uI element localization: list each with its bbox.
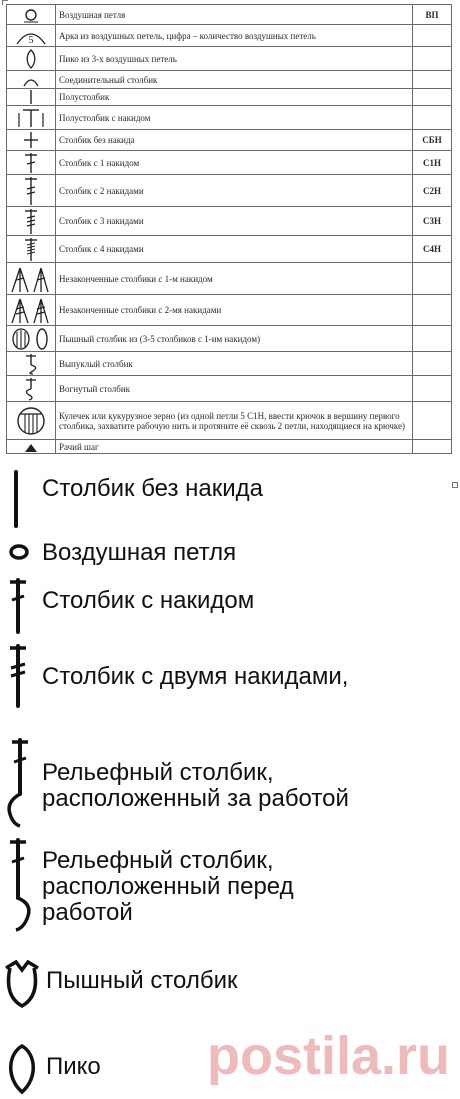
popcorn-icon xyxy=(7,402,56,440)
table-row xyxy=(7,376,452,402)
row-text: Полустолбик xyxy=(56,89,413,106)
row-abbr xyxy=(413,352,452,376)
table-row xyxy=(7,71,452,89)
back-post-icon xyxy=(7,376,56,402)
row-abbr: С4Н xyxy=(413,236,452,263)
legend-item xyxy=(0,960,460,1010)
row-abbr xyxy=(413,25,452,47)
row-abbr xyxy=(413,47,452,71)
row-text: Столбик с 4 накидами xyxy=(56,236,413,263)
row-text: Арка из воздушных петель, цифра – количество воздушных петель xyxy=(56,25,413,47)
row-abbr: С3Н xyxy=(413,207,452,236)
slip-stitch-icon xyxy=(7,71,56,89)
row-abbr xyxy=(413,376,452,402)
double-crochet-icon xyxy=(6,578,30,634)
row-text: Столбик с 2 накидами xyxy=(56,175,413,207)
legend-item xyxy=(0,540,460,568)
picot-icon xyxy=(7,47,56,71)
triple-treble-icon xyxy=(7,236,56,263)
legend-label: Столбик без накида xyxy=(42,475,264,502)
table-row xyxy=(7,236,452,263)
unfinished-tr-icon xyxy=(7,295,56,326)
row-text: Выпуклый столбик xyxy=(56,352,413,376)
row-text: Воздушная петля xyxy=(56,5,413,25)
legend-item xyxy=(0,470,460,530)
picot-icon xyxy=(2,1040,42,1096)
row-text: Полустолбик с накидом xyxy=(56,106,413,130)
row-abbr xyxy=(413,440,452,454)
legend-label: Рельефный столбик, расположенный перед работой xyxy=(42,847,294,926)
table-row xyxy=(7,106,452,130)
row-text: Кулечек или кукурузное зерно (из одной петли 5 С1Н, ввести крючок в вершину первого столбика, захватите рабочую нить и протяните её сквозь 2 петли, находящиеся на крючке) xyxy=(56,402,413,440)
crab-stitch-icon xyxy=(7,440,56,454)
row-text: Вогнутый столбик xyxy=(56,376,413,402)
arch-icon xyxy=(7,25,56,47)
legend-item xyxy=(0,738,460,830)
puff-stitch-icon xyxy=(7,326,56,352)
puff-stitch-icon xyxy=(2,960,42,1010)
single-crochet-bar-icon xyxy=(10,470,22,528)
row-text: Столбик без накида xyxy=(56,130,413,151)
legend-label: Столбик с накидом xyxy=(42,587,255,614)
single-crochet-icon xyxy=(7,130,56,151)
table-row xyxy=(7,25,452,47)
row-abbr xyxy=(413,402,452,440)
row-text: Столбик с 3 накидами xyxy=(56,207,413,236)
table-row xyxy=(7,352,452,376)
legend-label: Пышный столбик xyxy=(46,967,238,994)
double-treble-icon xyxy=(7,207,56,236)
row-text: Незаконченные столбики с 1-м накидом xyxy=(56,263,413,295)
row-abbr: СБН xyxy=(413,130,452,151)
table-row xyxy=(7,5,452,25)
row-abbr xyxy=(413,89,452,106)
chain-icon xyxy=(7,5,56,25)
table-row xyxy=(7,151,452,175)
row-abbr: С1Н xyxy=(413,151,452,175)
unfinished-dc-icon xyxy=(7,263,56,295)
table-row xyxy=(7,263,452,295)
row-abbr: ВП xyxy=(413,5,452,25)
table-row xyxy=(7,47,452,71)
watermark-logo: postila.ru xyxy=(206,1026,450,1086)
front-post-icon xyxy=(7,352,56,376)
row-abbr xyxy=(413,263,452,295)
row-abbr: С2Н xyxy=(413,175,452,207)
legend-label: Столбик с двумя накидами, xyxy=(42,663,349,690)
front-post-icon xyxy=(6,838,36,934)
row-abbr xyxy=(413,71,452,89)
table-row xyxy=(7,402,452,440)
double-crochet-icon xyxy=(7,151,56,175)
table-row xyxy=(7,440,452,454)
row-abbr xyxy=(413,295,452,326)
legend-label: Воздушная петля xyxy=(42,539,237,566)
table-row xyxy=(7,207,452,236)
row-abbr xyxy=(413,326,452,352)
row-text: Столбик с 1 накидом xyxy=(56,151,413,175)
table-row xyxy=(7,175,452,207)
row-text: Пико из 3-х воздушных петель xyxy=(56,47,413,71)
legend-item xyxy=(0,578,460,634)
row-abbr xyxy=(413,106,452,130)
table-row xyxy=(7,326,452,352)
legend-label: Рельефный столбик, расположенный за работой xyxy=(42,759,349,812)
legend-label: Пико xyxy=(46,1053,101,1080)
half-double-icon xyxy=(7,106,56,130)
table-row xyxy=(7,89,452,106)
row-text: Рачий шаг xyxy=(56,440,413,454)
treble-icon xyxy=(6,644,30,708)
row-text: Пышный столбик из (3-5 столбиков с 1-им накидом) xyxy=(56,326,413,352)
chain-oval-icon xyxy=(6,540,32,564)
treble-icon xyxy=(7,175,56,207)
symbol-table xyxy=(6,4,452,454)
table-row xyxy=(7,130,452,151)
svg-text:5: 5 xyxy=(28,34,34,46)
table-row xyxy=(7,295,452,326)
half-stitch-icon xyxy=(7,89,56,106)
legend-item xyxy=(0,644,460,710)
legend-item xyxy=(0,838,460,938)
row-text: Соединительный столбик xyxy=(56,71,413,89)
row-text: Незаконченные столбики с 2-мя накидами xyxy=(56,295,413,326)
back-post-icon xyxy=(4,738,32,828)
